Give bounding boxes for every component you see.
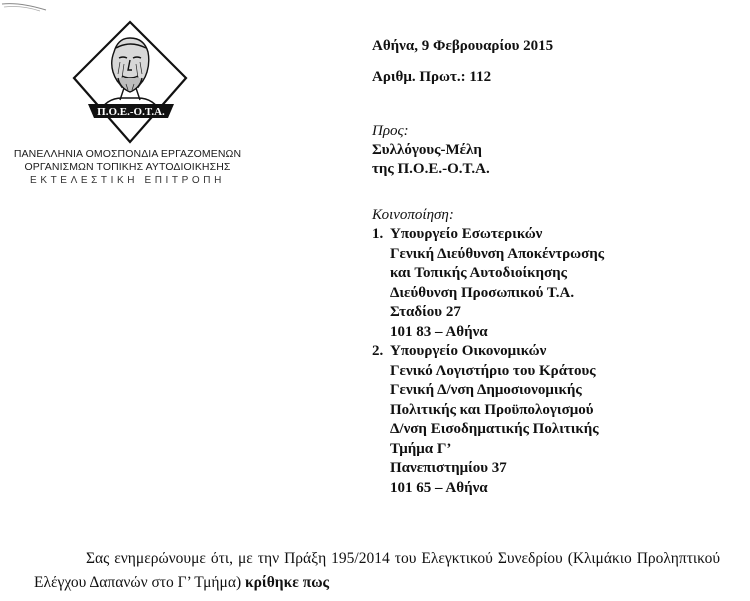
cc-item-line: και Τοπικής Αυτοδιοίκησης [390, 265, 567, 281]
cc-label: Κοινοποίηση: [372, 207, 454, 223]
cc-item-line: Γενική Διεύθυνση Αποκέντρωσης [390, 245, 605, 262]
cc-item-line: Γενική Δ/νση Δημοσιονομικής [390, 382, 582, 398]
cc-item-line: Τμήμα Γ’ [390, 440, 452, 457]
cc-item-interior-ministry [372, 225, 604, 342]
cc-item-line: Υπουργείο Εσωτερικών [390, 226, 543, 242]
org-name-line2: ΟΡΓΑΝΙΣΜΩΝ ΤΟΠΙΚΗΣ ΑΥΤΟΔΙΟΙΚΗΣΗΣ [24, 161, 231, 173]
body-text-bold: κρίθηκε πως [245, 574, 330, 591]
cc-item-line: 101 65 – Αθήνα [390, 479, 488, 496]
protocol-number: Αριθμ. Πρωτ.: 112 [372, 69, 492, 85]
cc-item-line: Πολιτικής και Προϋπολογισμού [390, 401, 594, 418]
cc-item-line: 101 83 – Αθήνα [390, 323, 488, 340]
recipient-line: Συλλόγους-Μέλη [372, 142, 482, 158]
poe-ota-logo [70, 18, 190, 146]
scan-mark [0, 0, 60, 20]
cc-item-line: Πανεπιστημίου 37 [390, 460, 507, 476]
cc-item-finance-ministry [372, 342, 604, 498]
cc-list [372, 225, 604, 498]
recipients-label: Προς: [372, 123, 409, 139]
body-paragraph [34, 547, 720, 595]
org-name-line1: ΠΑΝΕΛΛΗΝΙΑ ΟΜΟΣΠΟΝΔΙΑ ΕΡΓΑΖΟΜΕΝΩΝ [13, 148, 242, 160]
cc-item-line: Γενικό Λογιστήριο του Κράτους [390, 362, 596, 379]
svg-text:Π.Ο.Ε.-Ο.Τ.Α.: Π.Ο.Ε.-Ο.Τ.Α. [97, 106, 165, 118]
cc-item-line: Δ/νση Εισοδηματικής Πολιτικής [390, 421, 599, 437]
document-date: Αθήνα, 9 Φεβρουαρίου 2015 [372, 38, 554, 54]
cc-item-number: 2. [372, 343, 384, 359]
cc-item-line: Διεύθυνση Προσωπικού Τ.Α. [390, 284, 575, 301]
recipient-line: της Π.Ο.Ε.-Ο.Τ.Α. [372, 161, 490, 177]
cc-item-line: Υπουργείο Οικονομικών [390, 343, 547, 359]
org-name-executive-committee: ΕΚΤΕΛΕΣΤΙΚΗ ΕΠΙΤΡΟΠΗ [30, 175, 225, 186]
cc-item-line: Σταδίου 27 [390, 304, 461, 320]
cc-item-number: 1. [372, 226, 384, 242]
body-text: Σας ενημερώνουμε ότι, με την Πράξη 195/2014 του Ελεγκτικού Συνεδρίου (Κλιμάκιο Προληπτικού Ελέγχου Δαπανών στο Γ’ Τμήμα) [34, 550, 720, 591]
